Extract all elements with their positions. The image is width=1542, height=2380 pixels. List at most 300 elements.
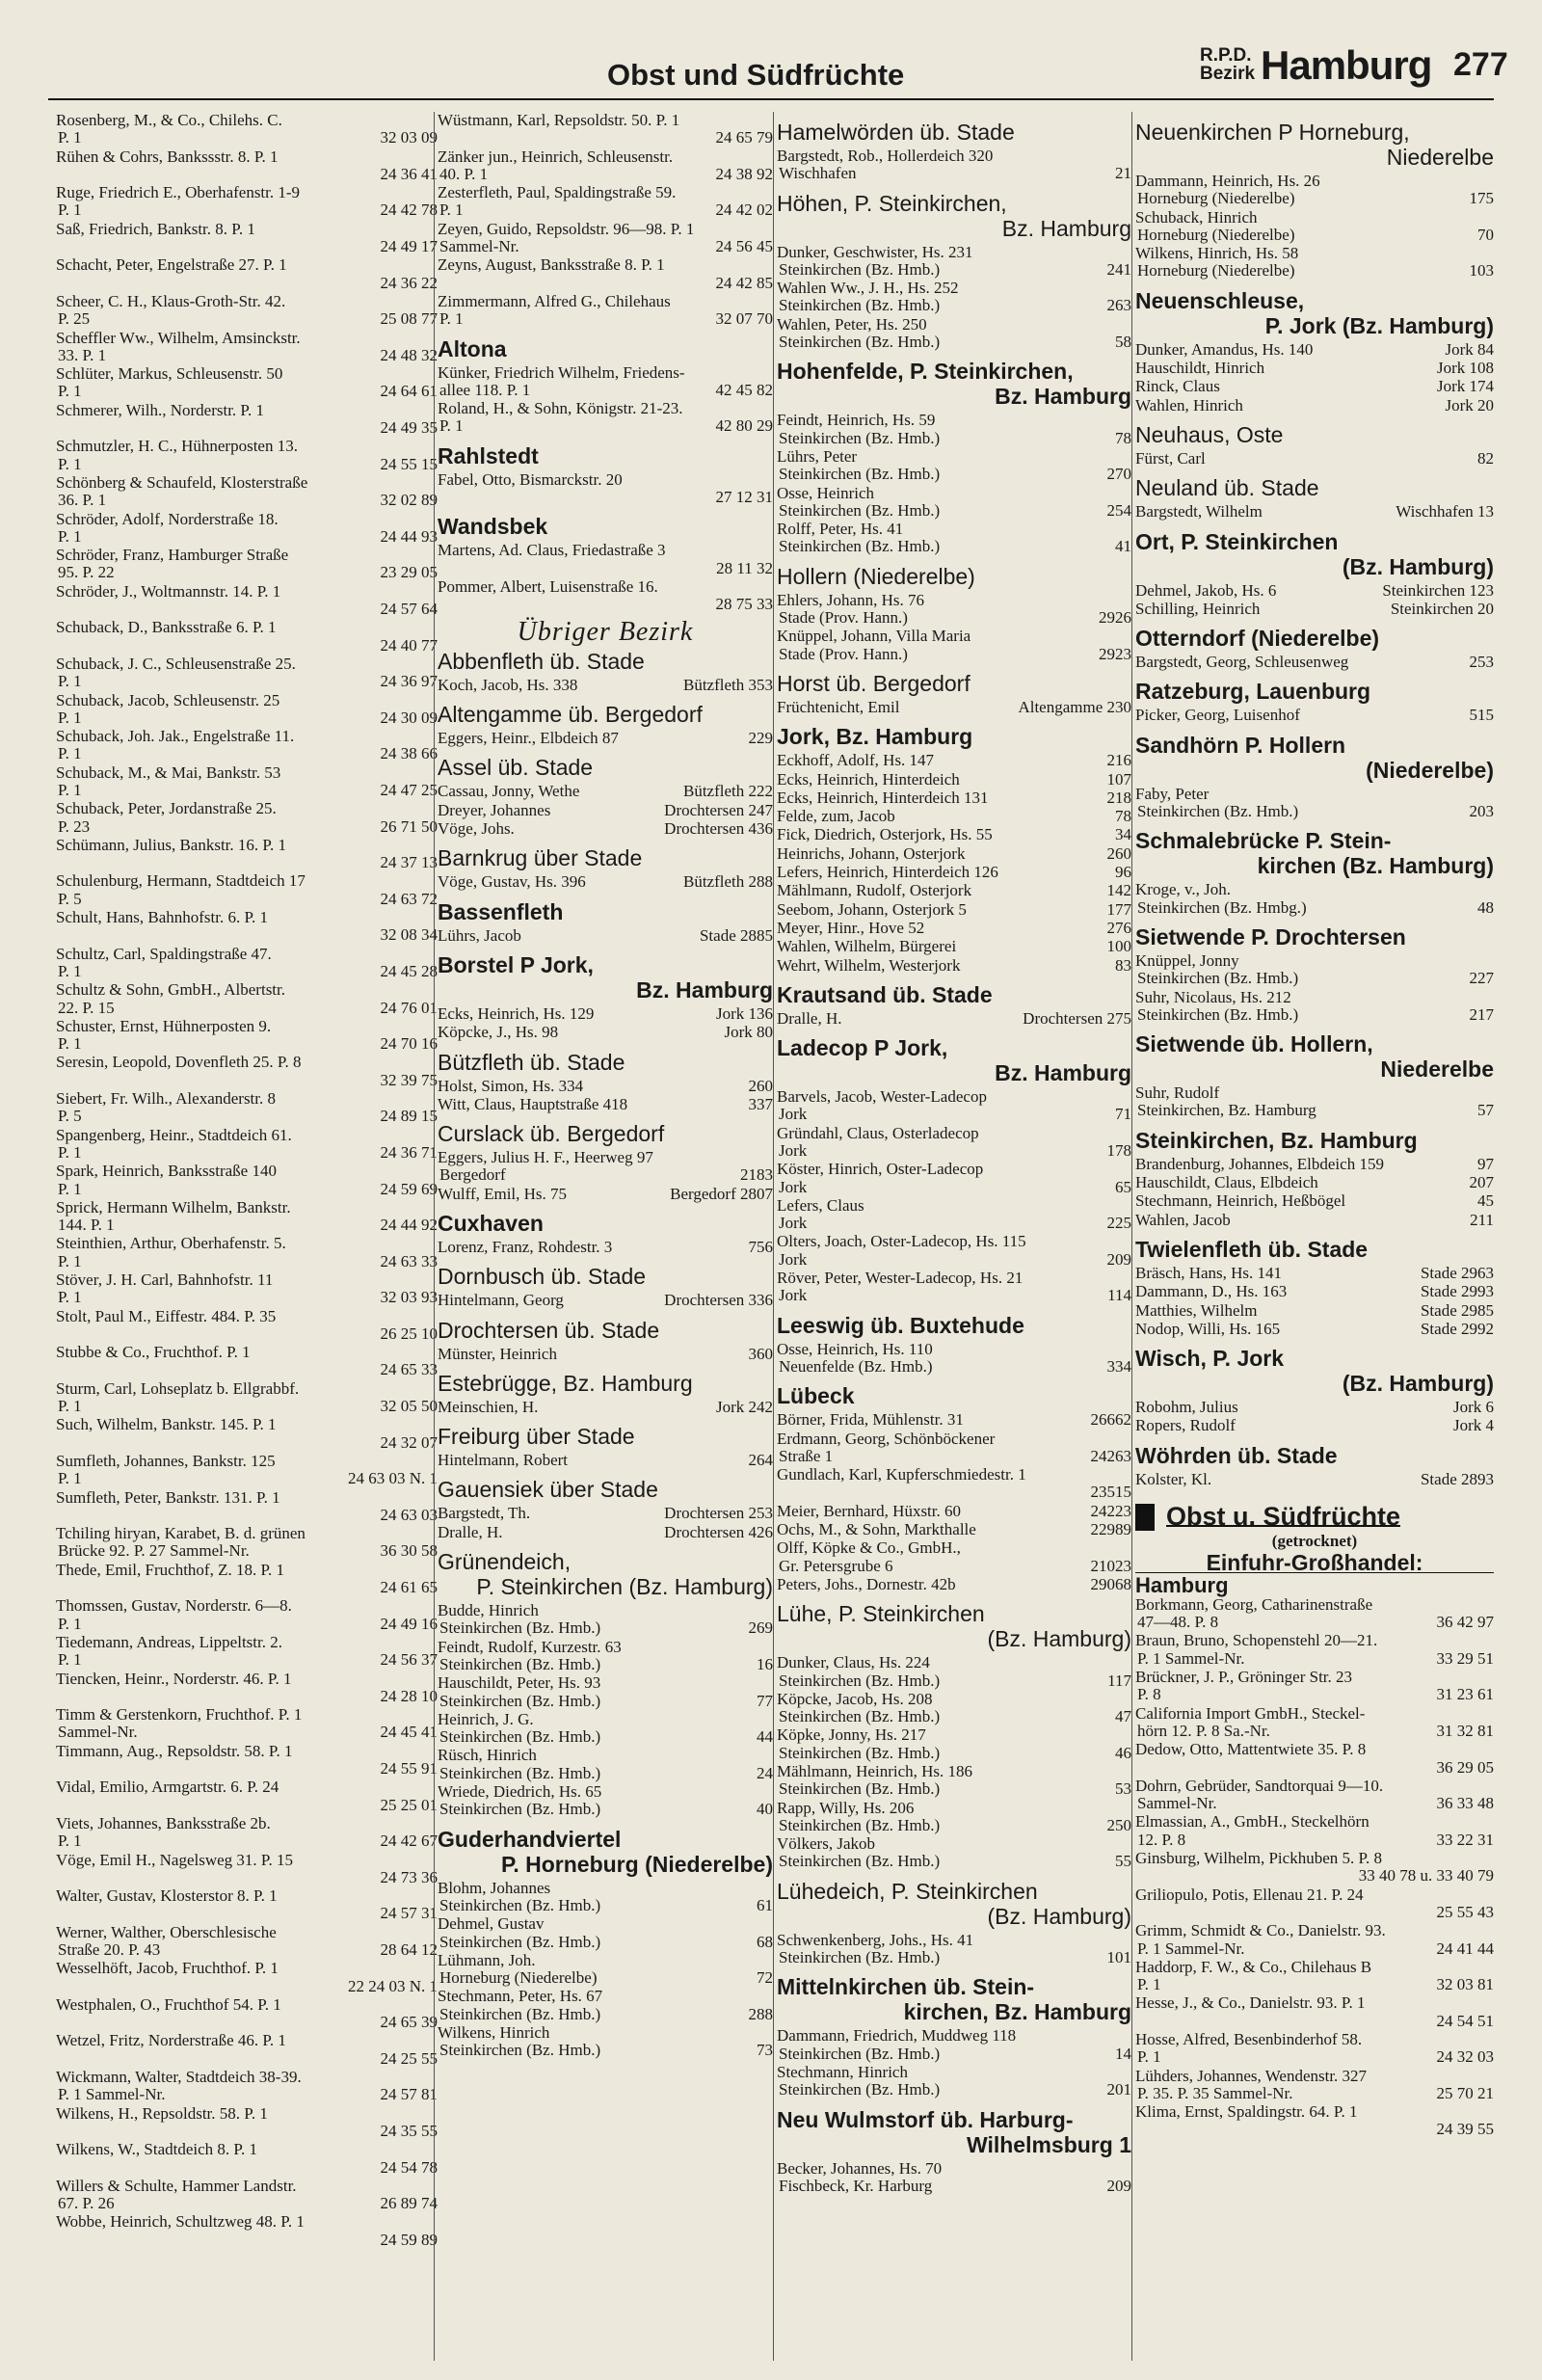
listing-entry <box>56 1706 438 1742</box>
listing-phone: 24 32 03 <box>1436 2047 1494 2067</box>
listing-name: Timmann, Aug., Repsoldstr. 58. P. 1 <box>56 1741 293 1760</box>
listing-name: Früchtenicht, Emil <box>777 697 900 716</box>
listing-location: Steinkirchen (Bz. Hmb.) <box>439 1654 601 1673</box>
listing-name: Spark, Heinrich, Banksstraße 140 <box>56 1162 277 1181</box>
listing-phone: Altengamme 230 <box>1018 697 1131 716</box>
place-heading: Krautsand üb. Stade <box>777 981 993 1007</box>
listing-location: P. 1 <box>58 1034 82 1054</box>
listing-name: Lefers, Claus <box>777 1195 864 1215</box>
listing-detail <box>438 166 773 183</box>
listing-name: Steinthien, Arthur, Oberhafenstr. 5. <box>56 1234 286 1253</box>
place-heading: Drochtersen üb. Stade <box>438 1317 660 1343</box>
section-city: Hamburg <box>1135 1572 1229 1597</box>
column-1 <box>56 112 438 2361</box>
listing-detail <box>438 1801 773 1818</box>
listing-phone: 24 35 55 <box>380 2121 438 2140</box>
listing-phone: 178 <box>1106 1140 1131 1160</box>
listing-entry <box>438 677 773 694</box>
listing-entry <box>438 1602 773 1638</box>
listing-entry <box>56 764 438 800</box>
listing-phone: 83 <box>1115 955 1131 975</box>
listing-detail <box>1135 1723 1494 1740</box>
place-heading: Curslack üb. Bergedorf <box>438 1121 665 1147</box>
listing-detail <box>777 1817 1131 1834</box>
listing-detail <box>438 275 773 292</box>
listing-phone: 218 <box>1106 788 1131 807</box>
listing-entry <box>777 1691 1131 1726</box>
listing-entry <box>1135 360 1494 377</box>
listing-phone: 24 57 81 <box>380 2085 438 2104</box>
listing-name: Ecks, Heinrich, Hs. 129 <box>438 1003 595 1023</box>
listing-name: Feindt, Heinrich, Hs. 59 <box>777 411 936 430</box>
listing-name: Robohm, Julius <box>1135 1398 1238 1417</box>
listing-phone: 201 <box>1106 2080 1131 2099</box>
listing-name: California Import GmbH., Steckel- <box>1135 1703 1366 1723</box>
listing-phone: 65 <box>1115 1177 1131 1196</box>
listing-entry <box>438 471 773 507</box>
listing-name: Wilkens, Hinrich, Hs. 58 <box>1135 244 1299 263</box>
listing-entry <box>438 1915 773 1951</box>
listing-name: Hauschildt, Hinrich <box>1135 359 1265 378</box>
listing-entry <box>1135 2031 1494 2067</box>
listing-name: Dralle, H. <box>777 1008 842 1028</box>
listing-detail <box>438 1619 773 1637</box>
listing-phone: 263 <box>1106 296 1131 315</box>
listing-entry <box>1135 1705 1494 1741</box>
listing-detail <box>777 2046 1131 2063</box>
listing-phone: 32 03 93 <box>380 1288 438 1307</box>
listing-name: Osse, Heinrich <box>777 483 875 502</box>
place-heading-sub: Niederelbe <box>1380 1056 1494 1083</box>
place-heading: Gauensiek über Stade <box>438 1477 658 1503</box>
listing-phone: 269 <box>748 1618 773 1638</box>
listing-entry <box>1135 397 1494 414</box>
listing-detail <box>1135 1614 1494 1631</box>
listing-detail <box>56 1398 438 1415</box>
listing-name: Sumfleth, Johannes, Bankstr. 125 <box>56 1451 276 1470</box>
listing-entry <box>777 1270 1131 1305</box>
listing-entry <box>438 1096 773 1113</box>
listing-entry <box>777 628 1131 663</box>
listing-name: Gundlach, Karl, Kupferschmiedestr. 1 <box>777 1465 1026 1484</box>
listing-detail <box>56 1797 438 1814</box>
listing-entry <box>1135 1283 1494 1300</box>
listing-detail <box>1135 262 1494 280</box>
place-heading: Neuenschleuse, P. Jork (Bz. Hamburg) <box>1135 287 1494 338</box>
section-marker <box>1135 1504 1155 1531</box>
listing-name: Tiedemann, Andreas, Lippeltstr. 2. <box>56 1632 282 1651</box>
listing-name: Schuback, Joh. Jak., Engelstraße 11. <box>56 727 295 746</box>
listing-name: Schuback, D., Banksstraße 6. P. 1 <box>56 618 277 637</box>
listing-entry <box>777 752 1131 769</box>
listing-name: Hauschildt, Claus, Elbdeich <box>1135 1173 1318 1192</box>
listing-name: Köpcke, Jacob, Hs. 208 <box>777 1689 933 1708</box>
listing-phone: 25 55 43 <box>1436 1902 1494 1921</box>
listing-phone: 72 <box>757 1968 773 1988</box>
listing-name: Schuback, Peter, Jordanstraße 25. <box>56 799 277 818</box>
listing-name: Sturm, Carl, Lohseplatz b. Ellgrabbf. <box>56 1378 300 1398</box>
listing-phone: 24 36 22 <box>380 273 438 292</box>
listing-detail <box>56 1941 438 1959</box>
listing-detail <box>1135 2085 1494 2102</box>
listing-entry <box>1135 1192 1494 1210</box>
place-heading-sub: (Bz. Hamburg) <box>987 1626 1131 1652</box>
listing-location: Horneburg (Niederelbe) <box>1137 261 1295 281</box>
place-heading-sub: Bz. Hamburg <box>1001 215 1131 241</box>
place-heading: Lühe, P. Steinkirchen (Bz. Hamburg) <box>777 1601 1131 1652</box>
listing-phone: 68 <box>757 1932 773 1951</box>
listing-phone: 101 <box>1106 1948 1131 1967</box>
page-header <box>48 42 1508 100</box>
place-heading: Hamelwörden üb. Stade <box>777 120 1015 145</box>
listing-entry <box>1135 952 1494 988</box>
listing-phone: 264 <box>748 1451 773 1470</box>
listing-entry <box>438 730 773 747</box>
listing-detail <box>777 1708 1131 1725</box>
listing-phone: 515 <box>1469 706 1494 725</box>
listing-detail <box>56 854 438 871</box>
listing-phone: Drochtersen 253 <box>664 1504 773 1523</box>
listing-detail <box>777 2178 1131 2195</box>
listing-phone: 78 <box>1115 807 1131 826</box>
listing-name: Lühmann, Joh. <box>438 1950 536 1969</box>
place-heading-sub: Bz. Hamburg <box>995 1060 1131 1086</box>
listing-entry <box>56 1308 438 1344</box>
listing-phone: 82 <box>1477 448 1494 468</box>
listing-location: P. 1 <box>58 1251 82 1270</box>
listing-entry <box>777 1125 1131 1161</box>
listing-phone: 77 <box>757 1691 773 1710</box>
listing-entry <box>438 1239 773 1256</box>
listing-detail <box>56 310 438 328</box>
listing-entry <box>56 1235 438 1270</box>
listing-name: Wesselhöft, Jacob, Fruchthof. P. 1 <box>56 1959 279 1978</box>
listing-phone: 22 24 03 N. 1 <box>347 1976 438 1995</box>
place-heading: Freiburg über Stade <box>438 1424 635 1450</box>
listing-entry <box>777 1539 1131 1575</box>
listing-detail <box>56 1760 438 1778</box>
listing-phone: 24 36 97 <box>380 672 438 691</box>
place-heading: Sietwende P. Drochtersen <box>1135 923 1406 949</box>
listing-detail <box>438 596 773 613</box>
listing-detail <box>56 1616 438 1633</box>
listing-detail <box>56 564 438 581</box>
listing-name: Siebert, Fr. Wilh., Alexanderstr. 8 <box>56 1089 277 1109</box>
listing-name: Blohm, Johannes <box>438 1878 551 1897</box>
listing-name: Dralle, H. <box>438 1522 503 1541</box>
listing-location: Stade (Prov. Hann.) <box>779 644 908 663</box>
listing-entry <box>438 148 773 184</box>
listing-entry <box>56 2105 438 2141</box>
listing-phone: 21023 <box>1090 1556 1131 1575</box>
listing-name: Kolster, Kl. <box>1135 1469 1212 1488</box>
listing-entry <box>777 864 1131 881</box>
listing-phone: 33 40 78 u. 33 40 79 <box>1358 1866 1494 1885</box>
listing-detail <box>56 275 438 292</box>
listing-phone: 32 08 34 <box>380 925 438 945</box>
listing-name: Stechmann, Peter, Hs. 67 <box>438 1987 603 2006</box>
listing-phone: 114 <box>1107 1286 1131 1305</box>
listing-entry <box>56 1163 438 1198</box>
listing-location: Steinkirchen (Bz. Hmb.) <box>1137 969 1299 988</box>
listing-detail <box>777 1558 1131 1575</box>
listing-detail <box>56 673 438 690</box>
listing-detail <box>777 1949 1131 1966</box>
listing-phone: 24 65 33 <box>380 1360 438 1379</box>
listing-name: Wahlen, Jacob <box>1135 1210 1231 1229</box>
place-heading-sub: Niederelbe <box>1386 145 1494 170</box>
listing-location: Steinkirchen (Bz. Hmb.) <box>439 1727 601 1747</box>
listing-phone: 276 <box>1106 918 1131 937</box>
listing-name: Fürst, Carl <box>1135 448 1206 468</box>
listing-phone: 250 <box>1106 1815 1131 1834</box>
listing-entry <box>438 364 773 400</box>
listing-location: P. 1 <box>58 1469 82 1488</box>
listing-detail <box>1135 803 1494 820</box>
place-heading: Grünendeich, P. Steinkirchen (Bz. Hamburg) <box>438 1549 773 1600</box>
listing-name: Witt, Claus, Hauptstraße 418 <box>438 1094 628 1113</box>
listing-location: Jork <box>779 1177 808 1196</box>
listing-entry <box>56 981 438 1017</box>
listing-name: Grimm, Schmidt & Co., Danielstr. 93. <box>1135 1921 1386 1940</box>
header-rule <box>48 98 1494 100</box>
listing-entry <box>1135 2103 1494 2139</box>
listing-detail <box>56 926 438 944</box>
place-heading: Mittelnkirchen üb. Stein- kirchen, Bz. Hamburg <box>777 1974 1131 2025</box>
listing-detail <box>56 2086 438 2103</box>
listing-name: Stechmann, Heinrich, Heßbögel <box>1135 1191 1346 1211</box>
listing-phone: 24 45 41 <box>380 1723 438 1742</box>
listing-phone: Drochtersen 336 <box>664 1291 773 1310</box>
listing-entry <box>438 542 773 577</box>
listing-detail <box>777 1287 1131 1304</box>
listing-name: Barvels, Jacob, Wester-Ladecop <box>777 1087 987 1107</box>
listing-phone: 55 <box>1115 1852 1131 1871</box>
listing-phone: 25 70 21 <box>1436 2083 1494 2102</box>
listing-name: Vöge, Gustav, Hs. 396 <box>438 872 586 892</box>
listing-entry <box>1135 1302 1494 1320</box>
listing-phone: 203 <box>1469 802 1494 821</box>
listing-location: Steinkirchen (Bz. Hmb.) <box>779 2080 941 2099</box>
listing-phone: 70 <box>1477 225 1494 244</box>
listing-location: P. 5 <box>58 889 82 908</box>
listing-name: Wilkens, W., Stadtdeich 8. P. 1 <box>56 2140 257 2159</box>
place-heading: Neuhaus, Oste <box>1135 421 1284 447</box>
listing-name: Thomssen, Gustav, Norderstr. 6—8. <box>56 1596 292 1616</box>
listing-name: Fabel, Otto, Bismarckstr. 20 <box>438 469 623 489</box>
listing-phone: 46 <box>1115 1743 1131 1762</box>
listing-detail <box>777 297 1131 314</box>
listing-entry <box>1135 1417 1494 1434</box>
listing-entry <box>1135 450 1494 468</box>
listing-name: Willers & Schulte, Hammer Landstr. <box>56 2176 297 2195</box>
listing-phone: 24 44 92 <box>380 1216 438 1235</box>
listing-phone: Stade 2992 <box>1420 1319 1494 1338</box>
listing-location: Jork <box>779 1105 808 1124</box>
listing-detail <box>56 1217 438 1234</box>
listing-phone: 24263 <box>1090 1446 1131 1465</box>
listing-name: Brandenburg, Johannes, Elbdeich 159 <box>1135 1154 1384 1173</box>
listing-name: Scheer, C. H., Klaus-Groth-Str. 42. <box>56 291 286 310</box>
listing-detail <box>777 261 1131 279</box>
listing-location: P. 1 <box>58 672 82 691</box>
listing-name: Scheffler Ww., Wilhelm, Amsinckstr. <box>56 328 301 347</box>
listing-entry <box>777 1197 1131 1233</box>
listing-detail <box>438 1934 773 1951</box>
listing-location: Steinkirchen (Bz. Hmb.) <box>439 2004 601 2023</box>
listing-location: Bergedorf <box>439 1165 506 1185</box>
listing-phone: Jork 80 <box>724 1023 773 1042</box>
listing-entry <box>1135 1212 1494 1229</box>
listing-entry <box>1135 1669 1494 1704</box>
place-heading: Estebrügge, Bz. Hamburg <box>438 1370 693 1396</box>
listing-detail <box>438 1693 773 1710</box>
listing-entry <box>56 547 438 582</box>
listing-detail <box>438 382 773 399</box>
listing-name: Eggers, Heinr., Elbdeich 87 <box>438 729 619 748</box>
listing-name: Knüppel, Johann, Villa Maria <box>777 627 971 646</box>
listing-entry <box>1135 989 1494 1025</box>
listing-name: Künker, Friedrich Wilhelm, Friedens- <box>438 362 685 382</box>
listing-entry <box>1135 601 1494 618</box>
listing-name: Rapp, Willy, Hs. 206 <box>777 1798 915 1817</box>
listing-name: Faby, Peter <box>1135 784 1210 803</box>
listing-name: Eggers, Julius H. F., Heerweg 97 <box>438 1148 653 1167</box>
listing-phone: 26 89 74 <box>380 2194 438 2213</box>
listing-phone: 32 07 70 <box>715 309 773 329</box>
listing-name: Schuback, M., & Mai, Bankstr. 53 <box>56 762 281 782</box>
listing-name: Schacht, Peter, Engelstraße 27. P. 1 <box>56 255 287 275</box>
listing-detail <box>56 1724 438 1741</box>
listing-entry <box>777 1932 1131 1967</box>
listing-name: Heinrich, J. G. <box>438 1709 534 1728</box>
listing-name: Westphalen, O., Fruchthof 54. P. 1 <box>56 1994 281 2014</box>
listing-entry <box>438 802 773 819</box>
listing-entry <box>438 783 773 800</box>
listing-entry <box>438 221 773 256</box>
listing-entry <box>777 244 1131 280</box>
listing-entry <box>777 1576 1131 1593</box>
listing-detail <box>56 1688 438 1705</box>
listing-detail <box>438 489 773 506</box>
listing-detail <box>56 1579 438 1596</box>
listing-entry <box>56 221 438 256</box>
listing-location: Steinkirchen (Bz. Hmb.) <box>439 1618 601 1638</box>
listing-phone: 24 54 78 <box>380 2157 438 2177</box>
listing-phone: 58 <box>1115 333 1131 352</box>
listing-name: Lührs, Jacob <box>438 925 521 945</box>
listing-phone: Bützfleth 288 <box>682 872 773 892</box>
listing-entry <box>438 1747 773 1782</box>
listing-location: P. 1 <box>58 128 82 147</box>
listing-phone: 32 03 81 <box>1436 1975 1494 1994</box>
listing-detail <box>1135 970 1494 987</box>
listing-name: Schümann, Julius, Bankstr. 16. P. 1 <box>56 835 286 854</box>
listing-phone: 28 11 32 <box>716 558 773 577</box>
listing-phone: 24 32 07 <box>380 1432 438 1452</box>
listing-location: Steinkirchen (Bz. Hmb.) <box>439 1932 601 1951</box>
listing-location: Steinkirchen (Bz. Hmb.) <box>779 500 941 520</box>
listing-detail <box>777 538 1131 555</box>
listing-entry <box>1135 1741 1494 1777</box>
listing-phone: 24 42 02 <box>715 201 773 220</box>
listing-name: Zimmermann, Alfred G., Chilehaus <box>438 291 671 310</box>
listing-location: 95. P. 22 <box>58 563 115 582</box>
listing-entry <box>777 957 1131 975</box>
listing-phone: 253 <box>1469 653 1494 672</box>
listing-entry <box>777 147 1131 183</box>
listing-detail <box>777 466 1131 483</box>
listing-name: Schwenkenberg, Johs., Hs. 41 <box>777 1930 974 1949</box>
listing-entry <box>56 692 438 728</box>
listing-location: Gr. Petersgrube 6 <box>779 1556 893 1575</box>
listing-name: Stubbe & Co., Fruchthof. P. 1 <box>56 1343 251 1362</box>
listing-name: Dehmel, Gustav <box>438 1914 545 1934</box>
listing-location: P. 1 <box>58 201 82 220</box>
place-heading: Hohenfelde, P. Steinkirchen, Bz. Hamburg <box>777 359 1131 410</box>
listing-entry <box>56 1018 438 1054</box>
listing-phone: 337 <box>748 1094 773 1113</box>
listing-phone: 24 76 01 <box>380 998 438 1017</box>
listing-location: P. 1 <box>58 708 82 727</box>
listing-phone: 26 71 50 <box>380 816 438 836</box>
listing-entry <box>1135 1596 1494 1632</box>
listing-location: P. 1 <box>58 1288 82 1307</box>
listing-name: Schönberg & Schaufeld, Klosterstraße <box>56 472 308 492</box>
listing-name: Klima, Ernst, Spaldingstr. 64. P. 1 <box>1135 2102 1358 2122</box>
listing-entry <box>1135 1265 1494 1282</box>
listing-phone: 24 65 39 <box>380 2013 438 2032</box>
listing-name: Wüstmann, Karl, Repsoldstr. 50. P. 1 <box>438 112 680 129</box>
listing-detail <box>56 2195 438 2212</box>
listing-phone: 209 <box>1106 1249 1131 1269</box>
listing-entry <box>56 2141 438 2177</box>
listing-phone: Jork 174 <box>1436 377 1494 396</box>
listing-phone: Drochtersen 426 <box>664 1522 773 1541</box>
listing-name: Stolt, Paul M., Eiffestr. 484. P. 35 <box>56 1306 277 1325</box>
listing-phone: 103 <box>1469 261 1494 281</box>
listing-detail <box>56 2159 438 2177</box>
listing-name: Schuback, J. C., Schleusenstraße 25. <box>56 654 296 673</box>
place-heading-sub: (Bz. Hamburg) <box>1342 553 1494 579</box>
listing-entry <box>56 1671 438 1706</box>
listing-name: Griliopulo, Potis, Ellenau 21. P. 24 <box>1135 1885 1364 1904</box>
listing-entry <box>438 1639 773 1674</box>
listing-phone: 24 63 33 <box>380 1251 438 1270</box>
place-heading-sub: (Bz. Hamburg) <box>1342 1371 1494 1397</box>
listing-location: Steinkirchen (Bz. Hmb.) <box>779 2044 941 2063</box>
listing-phone: 42 80 29 <box>715 416 773 436</box>
listing-location: P. 1 <box>58 1397 82 1416</box>
listing-name: Schlüter, Markus, Schleusenstr. 50 <box>56 364 283 384</box>
listing-entry <box>56 619 438 655</box>
listing-location: Steinkirchen (Bz. Hmb.) <box>779 259 941 279</box>
listing-entry <box>1135 707 1494 724</box>
listing-entry <box>56 112 438 147</box>
listing-phone: 211 <box>1470 1210 1494 1229</box>
listing-detail <box>56 745 438 762</box>
listing-detail <box>1135 1759 1494 1777</box>
listing-entry <box>56 474 438 510</box>
listing-detail <box>56 1000 438 1017</box>
listing-name: Roland, H., & Sohn, Königstr. 21-23. <box>438 399 683 418</box>
listing-location: 12. P. 8 <box>1137 1830 1186 1849</box>
listing-phone: 254 <box>1106 500 1131 520</box>
listing-phone: 97 <box>1477 1154 1494 1173</box>
listing-name: Dehmel, Jakob, Hs. 6 <box>1135 580 1277 600</box>
listing-entry <box>1135 2068 1494 2103</box>
place-heading: Neuland üb. Stade <box>1135 475 1319 501</box>
